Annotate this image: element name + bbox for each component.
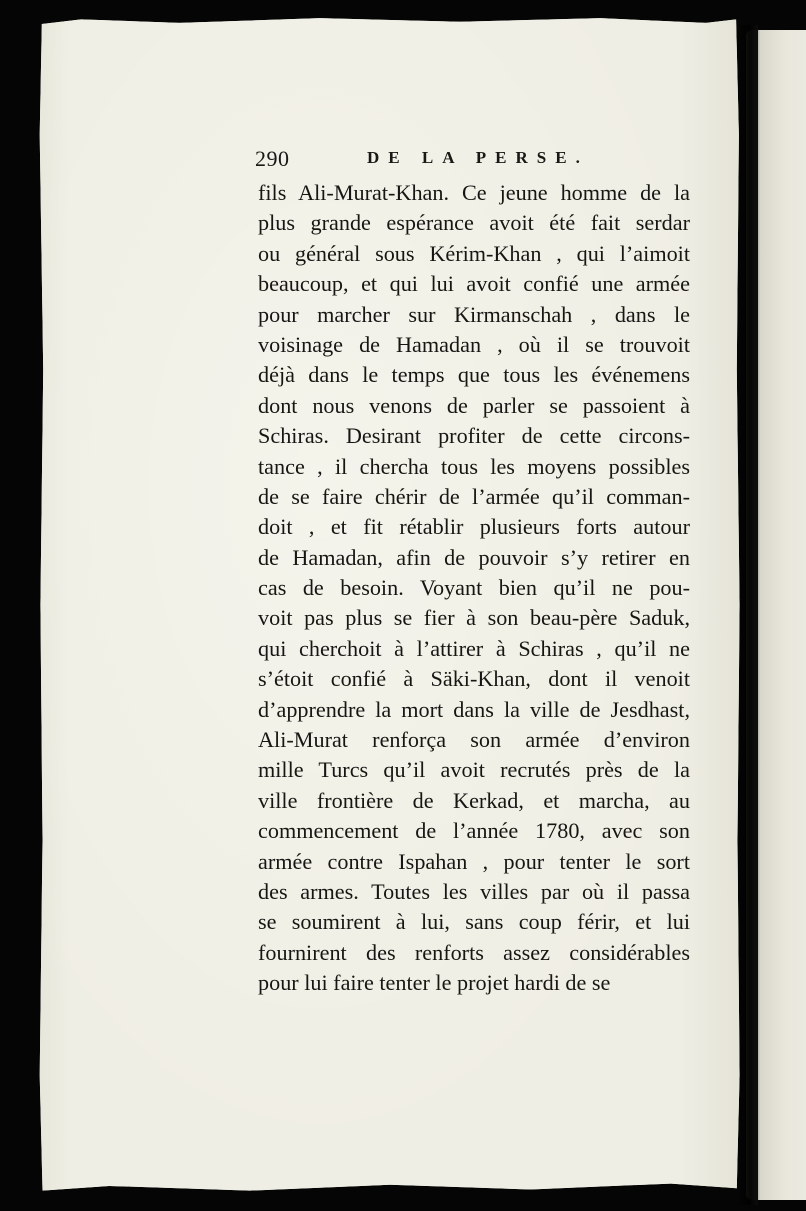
text-line: armée contre Ispahan , pour tenter le sort xyxy=(258,848,690,874)
text-line: se soumirent à lui, sans coup férir, et lui xyxy=(258,909,690,935)
text-line: fournirent des renforts assez considérables xyxy=(258,939,690,965)
text-line: mille Turcs qu’il avoit recrutés près de la xyxy=(258,757,690,783)
text-line: qui cherchoit à l’attirer à Schiras , qu’il ne xyxy=(258,635,690,661)
text-line: beaucoup, et qui lui avoit confié une armée xyxy=(258,271,690,297)
text-line: voisinage de Hamadan , où il se trouvoit xyxy=(258,331,690,357)
text-line: s’étoit confié à Säki-Khan, dont il venoit xyxy=(258,666,690,692)
text-line: pour lui faire tenter le projet hardi de se xyxy=(258,970,611,996)
text-line: des armes. Toutes les villes par où il passa xyxy=(258,878,690,904)
text-line: dont nous venons de parler se passoient à xyxy=(258,392,690,418)
text-line: doit , et fit rétablir plusieurs forts autour xyxy=(258,514,690,540)
body-text xyxy=(258,178,690,999)
text-line: cas de besoin. Voyant bien qu’il ne pou- xyxy=(258,575,690,601)
text-line: ou général sous Kérim-Khan , qui l’aimoit xyxy=(258,240,690,266)
text-line: Schiras. Desirant profiter de cette circons- xyxy=(258,423,690,449)
text-line: de se faire chérir de l’armée qu’il comman- xyxy=(258,483,690,509)
text-line: plus grande espérance avoit été fait serdar xyxy=(258,210,690,236)
text-line: ville frontière de Kerkad, et marcha, au xyxy=(258,787,690,813)
text-line: fils Ali-Murat-Khan. Ce jeune homme de la xyxy=(258,180,690,205)
text-line: Ali-Murat renforça son armée d’environ xyxy=(258,727,690,753)
text-line: commencement de l’année 1780, avec son xyxy=(258,818,690,844)
page-number: 290 xyxy=(255,146,290,171)
text-line: pour marcher sur Kirmanschah , dans le xyxy=(258,301,690,327)
running-title: DE LA PERSE. xyxy=(367,148,589,167)
text-line: d’apprendre la mort dans la ville de Jesdhast, xyxy=(258,696,690,722)
text-line: voit pas plus se fier à son beau-père Saduk, xyxy=(258,605,690,631)
text-line: de Hamadan, afin de pouvoir s’y retirer en xyxy=(258,544,690,570)
text-line: tance , il chercha tous les moyens possibles xyxy=(258,453,690,479)
text-line: déjà dans le temps que tous les événemens xyxy=(258,362,690,388)
page-header xyxy=(255,146,695,176)
